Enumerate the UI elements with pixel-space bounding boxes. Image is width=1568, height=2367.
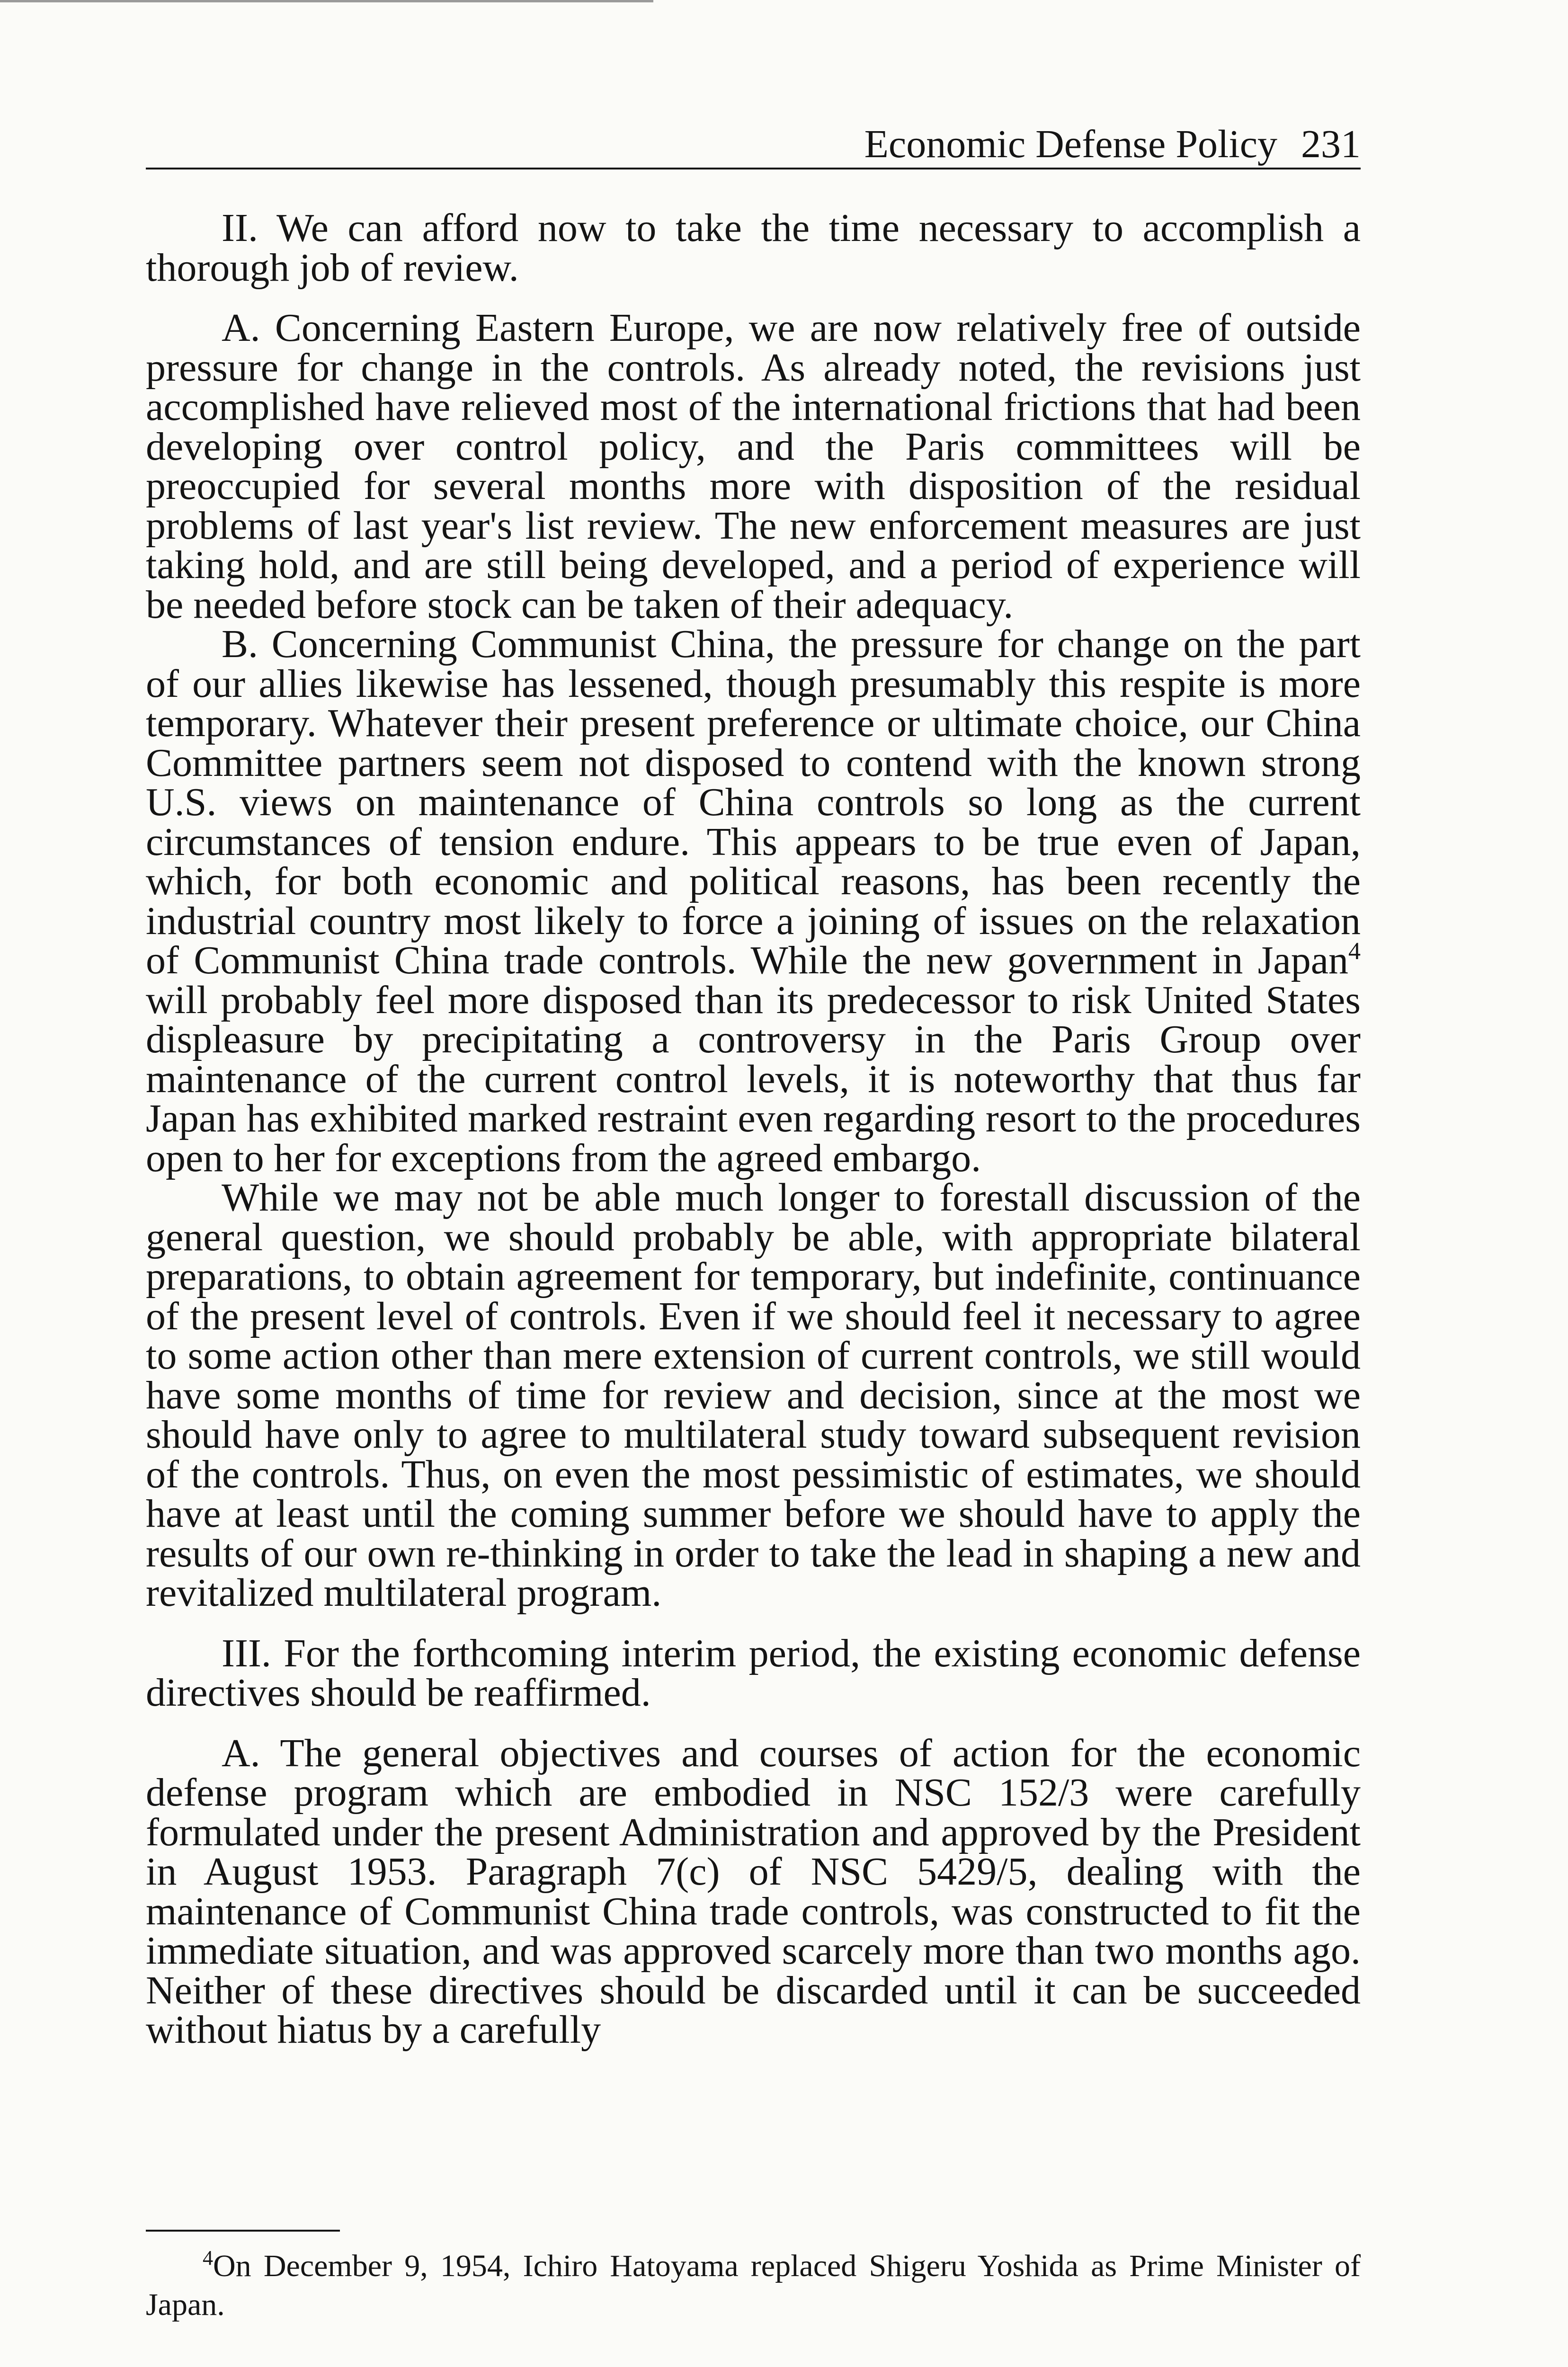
footnote-rule <box>146 2230 340 2232</box>
footnote-reference[interactable]: 4 <box>1348 938 1361 965</box>
page-header <box>146 122 1361 169</box>
running-title: Economic Defense Policy <box>864 122 1277 166</box>
paragraph-communist-china <box>146 624 1361 1178</box>
body-text <box>146 208 1361 2050</box>
footnote-text: On December 9, 1954, Ichiro Hatoyama replaced Shigeru Yoshida as Prime Minister of Japan. <box>146 2249 1361 2322</box>
paragraph-eastern-europe: A. Concerning Eastern Europe, we are now relatively free of outside pressure for change in the controls. As already noted, the revisions just accomplished have relieved most of the international frictions that had been developing over control policy, and the Paris committees will be preoccupied for several months more with disposition of the residual problems of last year's list review. The new enforcement measures are just taking hold, and are still being developed, and a period of experience will be needed before stock can be taken of their adequacy. <box>146 306 1361 627</box>
paragraph-forestall-discussion: While we may not be able much longer to forestall discussion of the general question, we should probably be able, with appropriate bilateral preparations, to obtain agreement for temporary, but indefinite, continuance of the present level of controls. Even if we should feel it necessary to agree to some action other than mere extension of current controls, we still would have some months of time for review and decision, since at the most we should have only to agree to multilateral study toward subsequent revision of the controls. Thus, on even the most pessimistic of estimates, we should have at least until the coming summer before we should have to apply the results of our own re-thinking in order to take the lead in shaping a new and revitalized multilateral program. <box>146 1175 1361 1615</box>
paragraph-section-ii: II. We can afford now to take the time necessary to accomplish a thorough job of review. <box>146 206 1361 290</box>
page-number: 231 <box>1301 122 1361 166</box>
paragraph-communist-china-part1: B. Concerning Communist China, the pressure for change on the part of our allies likewise has lessened, though presumably this respite is more temporary. Whatever their present preference or ultimate choice, our China Committee partners seem not disposed to contend with the known strong U.S. views on maintenance of China controls so long as the current circumstances of tension endure. This appears to be true even of Japan, which, for both economic and political reasons, has been recently the industrial country most likely to force a joining of issues on the relaxation of Communist China trade controls. While the new government in Japan <box>146 622 1361 982</box>
paragraph-section-iii: III. For the forthcoming interim period, the existing economic defense directives should be reaffirmed. <box>146 1631 1361 1715</box>
paragraph-communist-china-part2: will probably feel more disposed than its predecessor to risk United States displeasure by precipitating a controversy in the Paris Group over maintenance of the current control levels, it is noteworthy that thus far Japan has exhibited marked restraint even regarding resort to the procedures open to her for exceptions from the agreed embargo. <box>146 978 1361 1180</box>
footnote <box>146 2247 1361 2324</box>
paragraph-general-objectives: A. The general objectives and courses of action for the economic defense program which are embodied in NSC 152/3 were carefully formulated under the present Administration and approved by the President in August 1953. Paragraph 7(c) of NSC 5429/5, dealing with the maintenance of Communist China trade controls, was constructed to fit the immediate situation, and was approved scarcely more than two months ago. Neither of these directives should be discarded until it can be succeeded without hiatus by a carefully <box>146 1731 1361 2052</box>
footnote-marker: 4 <box>203 2246 213 2269</box>
running-head <box>864 123 1361 166</box>
scan-edge-line <box>0 0 653 2</box>
